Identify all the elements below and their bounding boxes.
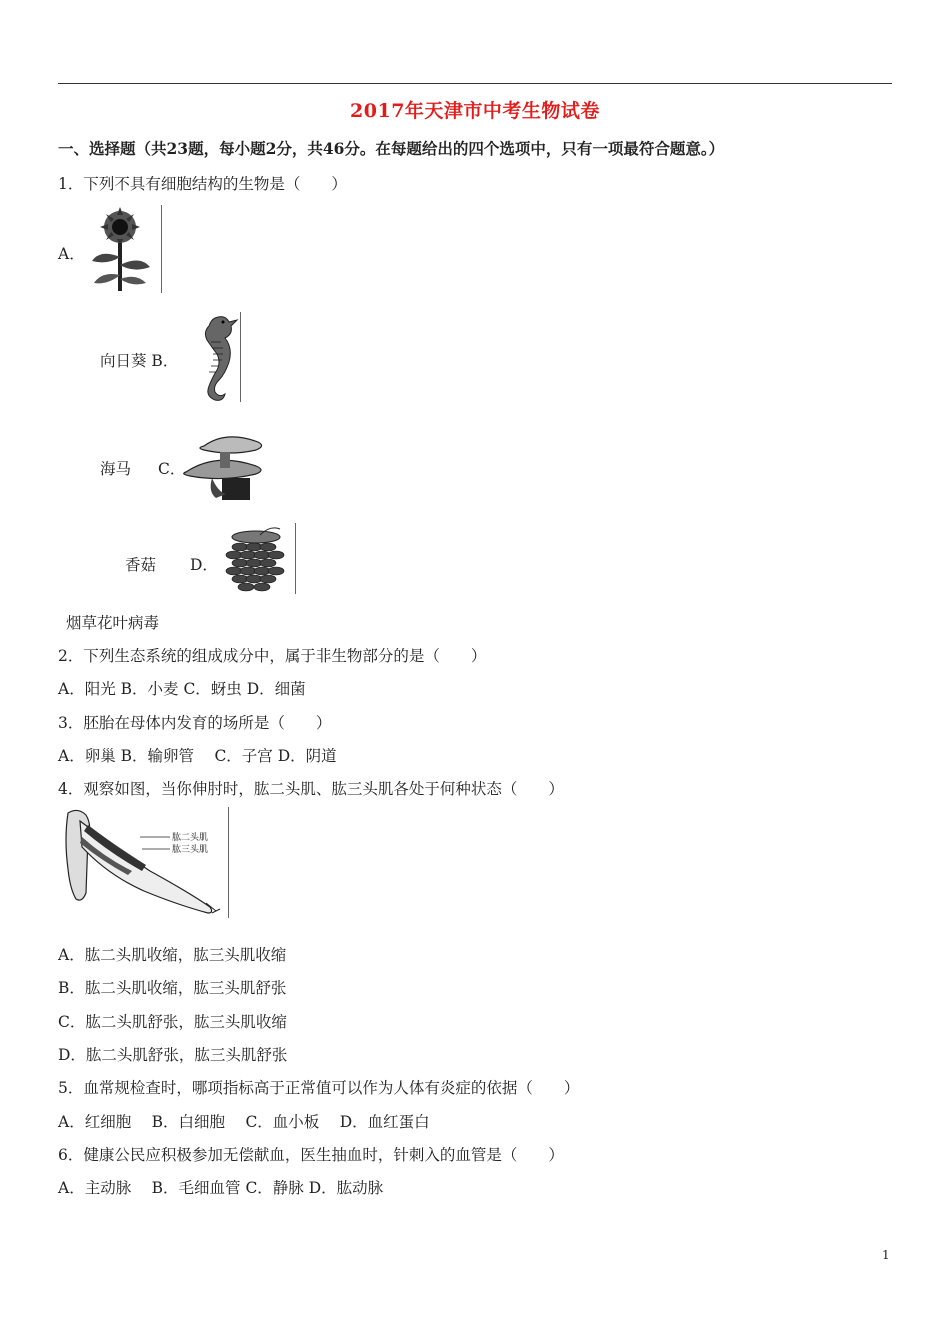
q4-option-c: C．肱二头肌舒张，肱三头肌收缩 [58, 1013, 287, 1031]
q1-option-c-name: 香菇 [125, 556, 157, 574]
page-number: 1 [882, 1248, 890, 1262]
q6-stem: 6．健康公民应积极参加无偿献血，医生抽血时，针刺入的血管是（ ） [58, 1146, 564, 1164]
q3-stem: 3．胚胎在母体内发育的场所是（ ） [58, 714, 332, 732]
q1-option-d-name: 烟草花叶病毒 [66, 614, 160, 632]
q4-option-a: A．肱二头肌收缩，肱三头肌收缩 [58, 946, 287, 964]
q1-option-b-name: 海马 [100, 460, 132, 478]
q1-option-c-letter: C． [158, 460, 186, 478]
mushroom-image [182, 428, 272, 502]
tobacco-mosaic-virus-image [218, 523, 296, 594]
q5-options: A．红细胞 B．白细胞 C．血小板 D．血红蛋白 [58, 1113, 430, 1131]
q1-stem: 1．下列不具有细胞结构的生物是（ ） [58, 175, 347, 193]
triceps-label: 肱三头肌 [172, 845, 209, 855]
top-rule [58, 83, 892, 84]
q4-option-d: D．肱二头肌舒张，肱三头肌舒张 [58, 1046, 288, 1064]
arm-muscle-figure [58, 807, 229, 918]
q1-option-a-letter: A． [58, 245, 85, 263]
page-title: 2017年天津市中考生物试卷 [350, 100, 600, 122]
q1-option-d-letter: D． [190, 556, 218, 574]
q4-stem: 4．观察如图，当你伸肘时，肱二头肌、肱三头肌各处于何种状态（ ） [58, 780, 564, 798]
q6-options: A．主动脉 B．毛细血管 C．静脉 D．肱动脉 [58, 1179, 384, 1197]
seahorse-image [185, 312, 241, 402]
sunflower-image [82, 205, 162, 293]
q3-options: A．卵巢 B．输卵管 C．子宫 D．阴道 [58, 747, 337, 765]
q4-option-b: B．肱二头肌收缩，肱三头肌舒张 [58, 979, 287, 997]
biceps-label: 肱二头肌 [172, 833, 209, 843]
q5-stem: 5．血常规检查时，哪项指标高于正常值可以作为人体有炎症的依据（ ） [58, 1079, 580, 1097]
q2-options: A．阳光 B．小麦 C．蚜虫 D．细菌 [58, 680, 306, 698]
section-heading: 一、选择题（共23题，每小题2分，共46分。在每题给出的四个选项中，只有一项最符合题意。） [58, 139, 725, 158]
q1-option-a-name-b-letter: 向日葵 B． [100, 352, 179, 370]
q2-stem: 2．下列生态系统的组成成分中，属于非生物部分的是（ ） [58, 647, 487, 665]
